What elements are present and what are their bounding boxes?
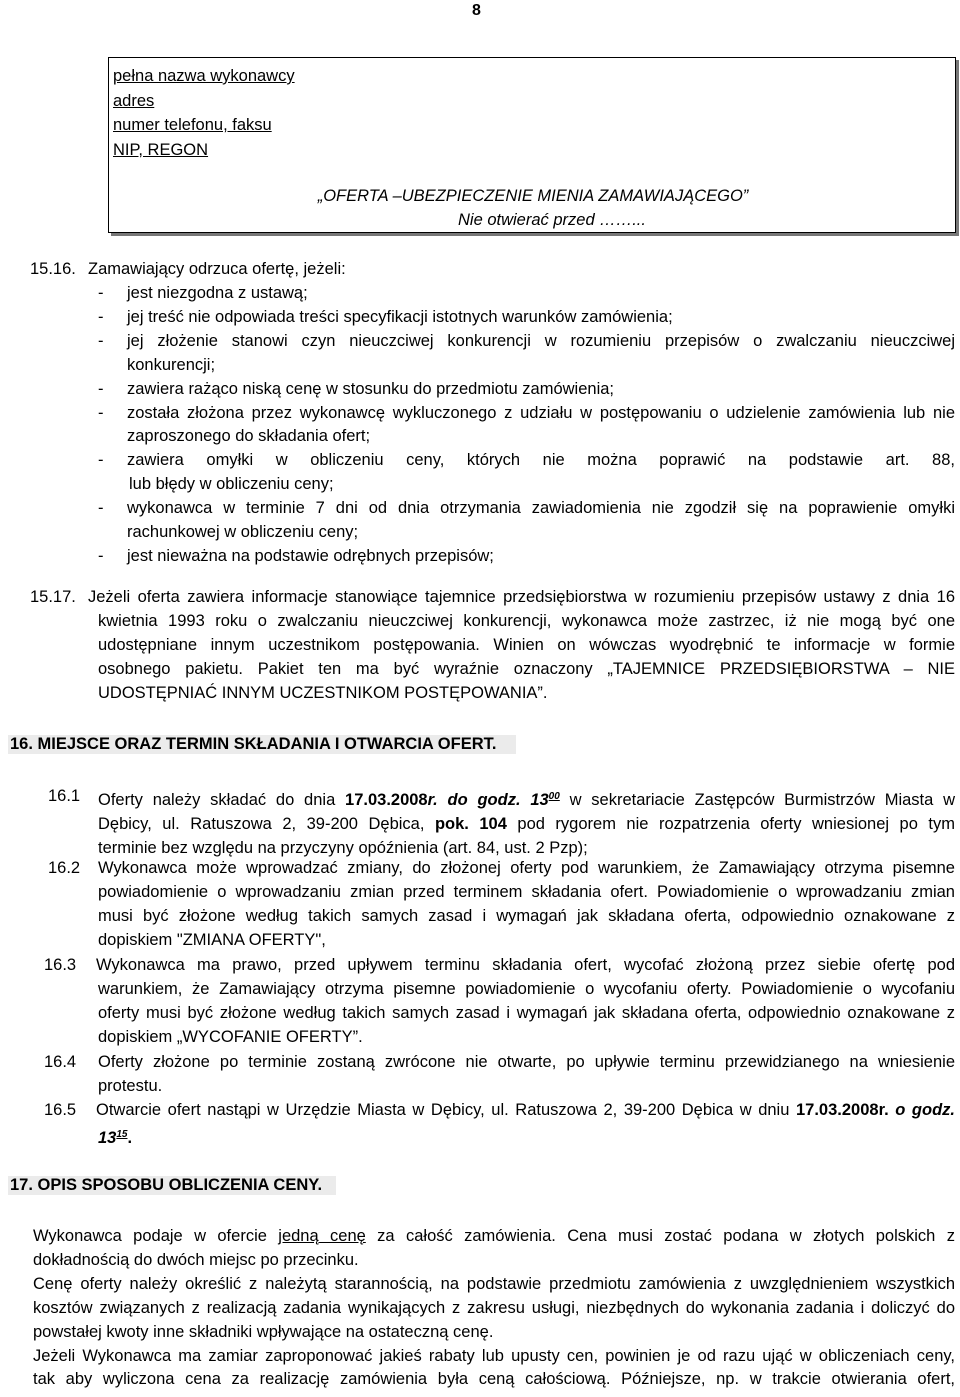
list-item: - wykonawca w terminie 7 dni od dnia otrzymania zawiadomienia nie zgodził się na poprawienie omyłki rachunkowej w obliczeniu ceny;: [98, 499, 955, 542]
page-number: 8: [472, 2, 481, 19]
contractor-line: NIP, REGON: [113, 140, 209, 159]
offer-title: „OFERTA –UBEZPIECZENIE MIENIA ZAMAWIAJĄCEGO”: [317, 187, 749, 205]
clause-16-2-text: Wykonawca może wprowadzać zmiany, do złożonej oferty pod warunkiem, że Zamawiający otrzyma pisemne powiadomienie o wprowadzaniu zmian przed terminem składania ofert. Powiadomienie o wprowadzaniu zmian musi być złożone według takich samych zasad i wymagań jak składana oferta, odpowiednio oznakowane z dopiskiem "ZMIANA OFERTY",: [98, 859, 955, 949]
clause-16-5-text: Otwarcie ofert nastąpi w Urzędzie Miasta w Dębicy, ul. Ratuszowa 2, 39-200 Dębica w dniu 17.03.2008r. o godz. $13^{15}$.: [96, 1101, 955, 1147]
list-item: - zawiera rażąco niską cenę w stosunku do przedmiotu zamówienia;: [98, 379, 614, 398]
clause-15-16-intro: Zamawiający odrzuca ofertę, jeżeli:: [88, 260, 346, 278]
clause-16-5-number: 16.5: [44, 1101, 77, 1119]
paragraph: Wykonawca podaje w ofercie jedną cenę za całość zamówienia. Cena musi zostać podana w złotych polskich z: [33, 1227, 955, 1245]
paragraph: tak aby wyliczona cena za realizację zamówienia była ceną całościową. Późniejsze, np. w trakcie otwierania ofert,: [33, 1370, 955, 1389]
clause-15-16-list: [98, 282, 955, 569]
section-16-heading: 16. MIEJSCE ORAZ TERMIN SKŁADANIA I OTWARCIA OFERT.: [8, 735, 516, 754]
section-17-body: [33, 1225, 955, 1392]
list-item: - została złożona przez wykonawcę wykluczonego z udziału w postępowaniu o udzielenie zamówienia lub nie zaproszonego do składania ofert;: [98, 403, 955, 446]
list-item: - zawiera omyłki w obliczeniu ceny, których nie można poprawić na podstawie art. 88, lub błędy w obliczeniu ceny;: [98, 451, 955, 494]
clause-16-3-number: 16.3: [44, 956, 77, 974]
clause-16-3-text: Wykonawca ma prawo, przed upływem terminu składania ofert, wycofać złożoną przez siebie ofertę pod warunkiem, że Zamawiający otrzyma pisemne powiadomienie o wycofaniu oferty. Powiadomienie o wycofaniu oferty musi być złożone według takich samych zasad i wymagań jak składana oferta, odpowiednio oznakowane z dopiskiem „WYCOFANIE OFERTY”.: [96, 956, 955, 1046]
paragraph: kosztów związanych z realizacją zadania wynikających z zakresu usługi, niezbędnych do wykonania zadania i doliczyć do: [33, 1298, 955, 1317]
contractor-line: pełna nazwa wykonawcy: [113, 67, 295, 85]
contractor-line: numer telefonu, faksu: [113, 116, 272, 134]
list-item: - jest nieważna na podstawie odrębnych przepisów;: [98, 546, 494, 565]
clause-16-4-number: 16.4: [44, 1053, 77, 1071]
clause-15-16-number: 15.16.: [30, 260, 76, 278]
contractor-fields: [113, 64, 295, 162]
paragraph: powstałej kwoty inne składniki wpływające na ostateczną cenę.: [33, 1322, 494, 1341]
list-item: - jej złożenie stanowi czyn nieuczciwej konkurencji w rozumieniu przepisów o zwalczaniu nieuczciwej konkurencji;: [98, 331, 955, 374]
clause-16-1-number: 16.1: [48, 787, 81, 805]
paragraph: Cenę oferty należy określić z należytą starannością, na podstawie przedmiotu zamówienia z uwzględnieniem wszystkich: [33, 1274, 955, 1293]
offer-label: [109, 184, 957, 232]
clause-16-2-number: 16.2: [48, 859, 81, 877]
section-17-heading: 17. OPIS SPOSOBU OBLICZENIA CENY.: [8, 1176, 336, 1195]
paragraph: Jeżeli Wykonawca ma zamiar zaproponować jakieś rabaty lub upusty cen, powinien je od razu ująć w obliczeniach ceny,: [33, 1346, 955, 1365]
list-item: - jest niezgodna z ustawą;: [98, 284, 308, 302]
contractor-envelope-box: [108, 57, 956, 233]
clause-15-17-number: 15.17.: [30, 588, 76, 606]
do-not-open-label: Nie otwierać przed ……...: [458, 211, 646, 229]
clause-15-17-text: Jeżeli oferta zawiera informacje stanowiące tajemnice przedsiębiorstwa w rozumieniu przepisów ustawy z dnia 16 kwietnia 1993 roku o zwalczaniu nieuczciwej konkurencji, wykonawca może zastrzec, iż nie mogą być one udostępniane innym uczestnikom postępowania. Winien on wówczas wyodrębnić te informacje w formie osobnego pakietu. Pakiet ten ma być wyraźnie oznaczony „TAJEMNICE PRZEDSIĘBIORSTWA – NIE UDOSTĘPNIAĆ INNYM UCZESTNIKOM POSTĘPOWANIA”.: [88, 588, 955, 702]
contractor-line: adres: [113, 91, 155, 110]
clause-16-4-text: Oferty złożone po terminie zostaną zwrócone nie otwarte, po upływie terminu przewidzianego na wniesienie protestu.: [98, 1053, 955, 1095]
paragraph: dokładnością do dwóch miejsc po przecinku.: [33, 1250, 359, 1269]
clause-16-1-text: Oferty należy składać do dnia 17.03.2008r. do godz. $13^{00}$ w sekretariacie Zastępców Burmistrzów Miasta w Dębicy, ul. Ratuszowa 2, 39-200 Dębica, pok. 104 pod rygorem nie rozpatrzenia oferty wniesionej po tym terminie bez względu na przyczyny opóźnienia (art. 84, ust. 2 Pzp);: [98, 791, 955, 857]
list-item: - jej treść nie odpowiada treści specyfikacji istotnych warunków zamówienia;: [98, 307, 673, 326]
